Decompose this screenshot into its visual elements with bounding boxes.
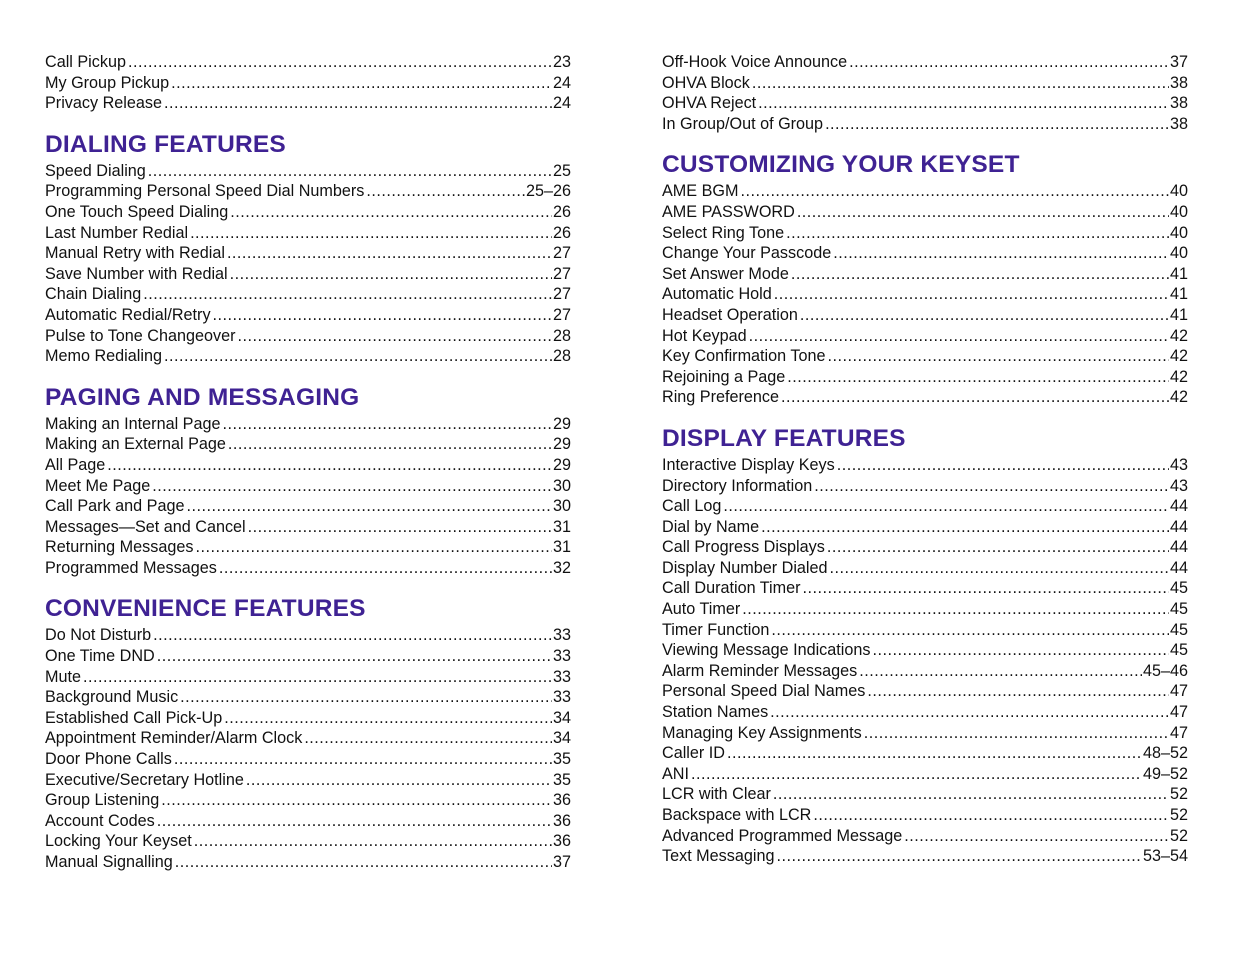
toc-entry-title: Appointment Reminder/Alarm Clock <box>45 729 303 748</box>
toc-entry-title: Returning Messages <box>45 538 194 557</box>
toc-entry <box>662 846 1188 867</box>
toc-entry <box>662 599 1188 620</box>
toc-entry-title: Dial by Name <box>662 517 760 536</box>
dot-leader <box>800 305 1169 326</box>
toc-entry <box>662 476 1188 497</box>
toc-entry-page: 32 <box>552 558 571 577</box>
toc-entry <box>45 223 571 244</box>
toc-entry-title: Do Not Disturb <box>45 626 152 645</box>
toc-entry <box>662 517 1188 538</box>
toc-entry-title: Change Your Passcode <box>662 244 832 263</box>
toc-entry-title: Door Phone Calls <box>45 750 172 769</box>
toc-entry-title: Call Pickup <box>45 53 126 71</box>
toc-entry-page: 48–52 <box>1142 744 1188 763</box>
toc-entry-page: 44 <box>1169 558 1188 577</box>
toc-entry <box>45 284 571 305</box>
toc-entry-page: 36 <box>552 791 571 810</box>
toc-entry-title: Background Music <box>45 688 179 707</box>
toc-entry-title: Group Listening <box>45 791 160 810</box>
toc-left-column <box>45 52 571 873</box>
toc-entry-title: Advanced Programmed Message <box>662 826 903 845</box>
toc-right-column <box>662 52 1188 867</box>
toc-entry-page: 40 <box>1169 223 1188 242</box>
dot-leader <box>227 243 552 264</box>
toc-entry-title: Set Answer Mode <box>662 264 789 283</box>
toc-entry <box>45 537 571 558</box>
dot-leader <box>153 625 552 646</box>
toc-entry-page: 43 <box>1169 476 1188 495</box>
toc-entry <box>662 723 1188 744</box>
toc-entry-page: 26 <box>552 202 571 221</box>
dot-leader <box>723 496 1169 517</box>
toc-entry <box>662 455 1188 476</box>
toc-entry-page: 26 <box>552 223 571 242</box>
dot-leader <box>228 434 552 455</box>
dot-leader <box>872 640 1169 661</box>
toc-entry-title: Display Number Dialed <box>662 558 828 577</box>
toc-entry-title: Chain Dialing <box>45 285 142 304</box>
toc-entry-page: 43 <box>1169 455 1188 474</box>
toc-entry-page: 29 <box>552 435 571 454</box>
toc-entry-page: 36 <box>552 811 571 830</box>
toc-entry-title: Making an External Page <box>45 435 226 454</box>
toc-entry-page: 40 <box>1169 202 1188 221</box>
toc-entry-page: 31 <box>552 538 571 557</box>
toc-entry <box>662 826 1188 847</box>
toc-entry-page: 35 <box>552 770 571 789</box>
dot-leader <box>248 517 552 538</box>
toc-entry-page: 35 <box>552 750 571 769</box>
toc-entry <box>45 517 571 538</box>
toc-entry-title: Meet Me Page <box>45 476 151 495</box>
dot-leader <box>859 661 1142 682</box>
toc-entry <box>662 558 1188 579</box>
toc-entry-title: LCR with Clear <box>662 785 771 804</box>
toc-entry-page: 25–26 <box>525 182 571 201</box>
toc-entry <box>662 284 1188 305</box>
toc-entry <box>662 202 1188 223</box>
toc-entry-page: 31 <box>552 517 571 536</box>
section-heading-customizing-your-keyset: CUSTOMIZING YOUR KEYSET <box>662 151 1020 179</box>
toc-entry <box>662 661 1188 682</box>
dot-leader <box>691 764 1142 785</box>
dot-leader <box>128 52 552 73</box>
toc-entry <box>662 496 1188 517</box>
toc-entry-title: Caller ID <box>662 744 725 763</box>
toc-entry-title: Auto Timer <box>662 600 741 619</box>
toc-entry-page: 52 <box>1169 806 1188 824</box>
toc-entry-title: Rejoining a Page <box>662 367 786 386</box>
toc-entry-page: 29 <box>552 414 571 433</box>
toc-entry-page: 38 <box>1169 114 1188 133</box>
toc-entry-page: 45 <box>1169 620 1188 639</box>
toc-entry <box>45 202 571 223</box>
dot-leader <box>761 517 1169 538</box>
dot-leader <box>803 578 1169 599</box>
toc-entry-page: 27 <box>552 244 571 263</box>
toc-entry-page: 49–52 <box>1142 764 1188 783</box>
dot-leader <box>781 387 1169 408</box>
dot-leader <box>771 620 1169 641</box>
dot-leader <box>727 743 1142 764</box>
toc-entry-page: 29 <box>552 455 571 474</box>
toc-entry-page: 27 <box>552 264 571 283</box>
toc-entry-title: In Group/Out of Group <box>662 114 824 133</box>
dot-leader <box>186 496 552 517</box>
toc-entry-title: Save Number with Redial <box>45 264 228 283</box>
toc-entry-title: Call Log <box>662 497 722 516</box>
toc-entry-title: One Time DND <box>45 647 155 666</box>
toc-entry <box>662 805 1188 826</box>
dot-leader <box>814 476 1169 497</box>
dot-leader <box>164 346 552 367</box>
toc-entry-title: Mute <box>45 667 81 686</box>
dot-leader <box>791 264 1169 285</box>
toc-entry-title: Automatic Redial/Retry <box>45 305 211 324</box>
toc-entry-page: 41 <box>1169 285 1188 304</box>
toc-entry-page: 44 <box>1169 517 1188 536</box>
toc-entry-title: Hot Keypad <box>662 326 747 345</box>
toc-entry <box>45 770 571 791</box>
toc-entry <box>662 181 1188 202</box>
toc-entry-title: Manual Signalling <box>45 853 173 871</box>
toc-entry-page: 38 <box>1169 73 1188 92</box>
toc-entry <box>662 578 1188 599</box>
toc-entry <box>45 667 571 688</box>
toc-entry-title: Established Call Pick-Up <box>45 708 223 727</box>
toc-entry-title: Backspace with LCR <box>662 806 812 824</box>
toc-entry-title: Interactive Display Keys <box>662 455 835 474</box>
toc-entry-page: 41 <box>1169 305 1188 324</box>
dot-leader <box>740 181 1169 202</box>
toc-entry-page: 45–46 <box>1142 661 1188 680</box>
toc-entry-title: Off-Hook Voice Announce <box>662 53 848 71</box>
toc-entry <box>45 414 571 435</box>
dot-leader <box>219 558 552 579</box>
toc-entry <box>662 73 1188 94</box>
toc-entry-title: ANI <box>662 764 689 783</box>
toc-entry-title: Call Park and Page <box>45 497 185 516</box>
toc-entry-page: 42 <box>1169 367 1188 386</box>
toc-entry-title: Manual Retry with Redial <box>45 244 225 263</box>
toc-entry-page: 44 <box>1169 497 1188 516</box>
toc-entry <box>45 476 571 497</box>
dot-leader <box>174 749 552 770</box>
section-heading-convenience-features: CONVENIENCE FEATURES <box>45 595 366 623</box>
section-heading-paging-and-messaging: PAGING AND MESSAGING <box>45 383 360 411</box>
toc-entry <box>662 702 1188 723</box>
toc-entry-title: Managing Key Assignments <box>662 723 862 742</box>
toc-entry-title: Memo Redialing <box>45 347 162 366</box>
toc-entry-page: 24 <box>552 94 571 113</box>
dot-leader <box>849 52 1169 73</box>
toc-entry <box>45 52 571 73</box>
toc-entry-title: Viewing Message Indications <box>662 641 871 660</box>
toc-entry-title: One Touch Speed Dialing <box>45 202 229 221</box>
toc-entry-page: 28 <box>552 347 571 366</box>
toc-entry-title: Personal Speed Dial Names <box>662 682 866 701</box>
dot-leader <box>787 367 1169 388</box>
toc-entry <box>662 346 1188 367</box>
toc-entry <box>45 831 571 852</box>
toc-entry <box>45 728 571 749</box>
toc-entry-title: AME PASSWORD <box>662 202 795 221</box>
toc-entry-page: 30 <box>552 497 571 516</box>
dot-leader <box>813 805 1169 826</box>
dot-leader <box>770 702 1169 723</box>
toc-entry-title: Ring Preference <box>662 388 779 407</box>
toc-entry-title: Last Number Redial <box>45 223 189 242</box>
dot-leader <box>238 326 552 347</box>
toc-entry-page: 38 <box>1169 94 1188 113</box>
toc-entry-title: AME BGM <box>662 182 739 201</box>
toc-entry-page: 24 <box>552 73 571 92</box>
toc-entry-page: 47 <box>1169 703 1188 722</box>
toc-entry <box>45 625 571 646</box>
toc-entry-title: Locking Your Keyset <box>45 832 192 851</box>
toc-entry-title: Speed Dialing <box>45 161 146 180</box>
toc-entry-page: 45 <box>1169 579 1188 598</box>
toc-entry-page: 33 <box>552 667 571 686</box>
toc-entry-title: OHVA Block <box>662 73 750 92</box>
toc-entry <box>45 708 571 729</box>
toc-entry <box>45 305 571 326</box>
toc-entry <box>45 852 571 873</box>
dot-leader <box>867 681 1169 702</box>
section-heading-display-features: DISPLAY FEATURES <box>662 424 906 452</box>
toc-entry-page: 42 <box>1169 388 1188 407</box>
toc-entry-page: 33 <box>552 647 571 666</box>
toc-entry-title: Station Names <box>662 703 769 722</box>
dot-leader <box>190 223 552 244</box>
toc-entry-page: 47 <box>1169 723 1188 742</box>
dot-leader <box>797 202 1169 223</box>
toc-entry-title: OHVA Reject <box>662 94 757 113</box>
toc-entry-page: 45 <box>1169 600 1188 619</box>
toc-entry-page: 37 <box>1169 53 1188 71</box>
dot-leader <box>194 831 552 852</box>
toc-entry-page: 42 <box>1169 347 1188 366</box>
toc-entry-page: 41 <box>1169 264 1188 283</box>
toc-entry <box>45 73 571 94</box>
toc-entry <box>45 455 571 476</box>
toc-entry <box>662 305 1188 326</box>
dot-leader <box>161 790 552 811</box>
toc-entry <box>662 764 1188 785</box>
toc-entry-page: 28 <box>552 326 571 345</box>
toc-entry-title: Headset Operation <box>662 305 798 324</box>
dot-leader <box>758 93 1169 114</box>
dot-leader <box>230 202 552 223</box>
dot-leader <box>107 455 552 476</box>
toc-entry <box>45 646 571 667</box>
dot-leader <box>157 811 552 832</box>
dot-leader <box>143 284 552 305</box>
dot-leader <box>827 537 1169 558</box>
toc-entry-page: 36 <box>552 832 571 851</box>
toc-entry-page: 33 <box>552 688 571 707</box>
toc-entry-title: Call Duration Timer <box>662 579 801 598</box>
toc-entry-page: 25 <box>552 161 571 180</box>
dot-leader <box>825 114 1169 135</box>
toc-entry-page: 27 <box>552 305 571 324</box>
dot-leader <box>786 223 1169 244</box>
toc-entry <box>662 620 1188 641</box>
toc-entry-title: Programming Personal Speed Dial Numbers <box>45 182 365 201</box>
dot-leader <box>833 243 1169 264</box>
toc-entry-page: 27 <box>552 285 571 304</box>
dot-leader <box>304 728 552 749</box>
dot-leader <box>222 414 552 435</box>
toc-entry-page: 47 <box>1169 682 1188 701</box>
dot-leader <box>246 770 552 791</box>
toc-entry <box>662 537 1188 558</box>
dot-leader <box>171 73 552 94</box>
toc-entry-page: 53–54 <box>1142 847 1188 866</box>
toc-entry-page: 34 <box>552 708 571 727</box>
toc-entry <box>662 114 1188 135</box>
dot-leader <box>175 852 552 873</box>
toc-entry <box>662 326 1188 347</box>
toc-entry-title: Text Messaging <box>662 847 775 866</box>
dot-leader <box>152 476 552 497</box>
dot-leader <box>749 326 1169 347</box>
dot-leader <box>195 537 552 558</box>
toc-entry <box>662 681 1188 702</box>
toc-entry <box>45 243 571 264</box>
toc-entry-title: Key Confirmation Tone <box>662 347 826 366</box>
toc-entry <box>45 161 571 182</box>
dot-leader <box>776 846 1142 867</box>
toc-entry <box>45 811 571 832</box>
dot-leader <box>774 284 1169 305</box>
toc-entry-title: Call Progress Displays <box>662 538 825 557</box>
toc-entry <box>45 434 571 455</box>
toc-entry <box>662 243 1188 264</box>
dot-leader <box>164 93 552 114</box>
toc-entry <box>45 326 571 347</box>
toc-entry <box>662 93 1188 114</box>
toc-entry <box>662 367 1188 388</box>
toc-entry-page: 30 <box>552 476 571 495</box>
dot-leader <box>148 161 552 182</box>
toc-entry-title: Account Codes <box>45 811 155 830</box>
toc-entry-page: 42 <box>1169 326 1188 345</box>
dot-leader <box>830 558 1169 579</box>
toc-entry-page: 37 <box>552 853 571 871</box>
toc-entry <box>45 790 571 811</box>
dot-leader <box>752 73 1169 94</box>
toc-entry-title: Making an Internal Page <box>45 414 221 433</box>
dot-leader <box>864 723 1169 744</box>
toc-entry <box>45 181 571 202</box>
dot-leader <box>837 455 1169 476</box>
toc-entry <box>45 346 571 367</box>
toc-entry-page: 40 <box>1169 182 1188 201</box>
toc-entry-title: Programmed Messages <box>45 558 217 577</box>
toc-entry-page: 40 <box>1169 244 1188 263</box>
toc-entry-page: 52 <box>1169 826 1188 845</box>
toc-entry-title: Messages—Set and Cancel <box>45 517 246 536</box>
toc-entry <box>662 264 1188 285</box>
dot-leader <box>157 646 552 667</box>
toc-entry-title: Pulse to Tone Changeover <box>45 326 236 345</box>
toc-entry-page: 23 <box>552 53 571 71</box>
toc-entry-title: Alarm Reminder Messages <box>662 661 858 680</box>
toc-entry <box>45 93 571 114</box>
toc-entry-title: All Page <box>45 455 106 474</box>
toc-entry-page: 33 <box>552 626 571 645</box>
toc-entry <box>45 749 571 770</box>
section-heading-dialing-features: DIALING FEATURES <box>45 130 286 158</box>
toc-entry <box>662 223 1188 244</box>
toc-entry-title: Select Ring Tone <box>662 223 785 242</box>
dot-leader <box>230 264 552 285</box>
dot-leader <box>224 708 552 729</box>
dot-leader <box>366 181 525 202</box>
toc-entry-title: Timer Function <box>662 620 770 639</box>
toc-entry-title: Directory Information <box>662 476 813 495</box>
toc-entry-page: 52 <box>1169 785 1188 804</box>
toc-entry <box>662 784 1188 805</box>
toc-entry-page: 34 <box>552 729 571 748</box>
toc-entry-title: Privacy Release <box>45 94 162 113</box>
toc-entry <box>45 496 571 517</box>
toc-entry <box>662 743 1188 764</box>
toc-entry-title: Automatic Hold <box>662 285 772 304</box>
dot-leader <box>827 346 1169 367</box>
dot-leader <box>180 687 552 708</box>
toc-entry-title: Executive/Secretary Hotline <box>45 770 244 789</box>
dot-leader <box>83 667 552 688</box>
dot-leader <box>213 305 552 326</box>
toc-entry <box>45 687 571 708</box>
dot-leader <box>773 784 1169 805</box>
dot-leader <box>904 826 1169 847</box>
dot-leader <box>742 599 1169 620</box>
toc-entry <box>662 387 1188 408</box>
toc-entry <box>45 264 571 285</box>
toc-entry <box>45 558 571 579</box>
toc-entry-title: My Group Pickup <box>45 73 170 92</box>
toc-entry-page: 45 <box>1169 641 1188 660</box>
toc-entry <box>662 640 1188 661</box>
toc-entry <box>662 52 1188 73</box>
toc-entry-page: 44 <box>1169 538 1188 557</box>
